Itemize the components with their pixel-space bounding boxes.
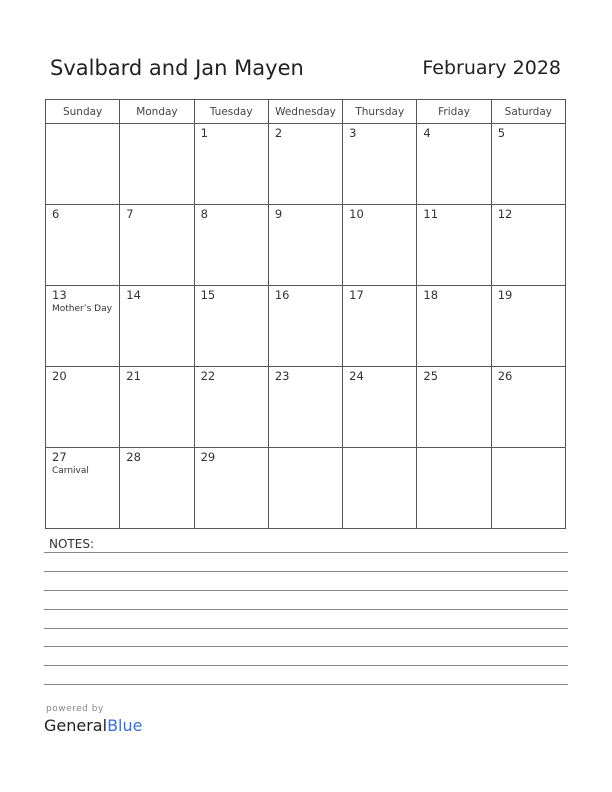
weekday-header: Monday	[120, 100, 194, 124]
day-number: 15	[200, 288, 216, 302]
day-cell	[343, 448, 417, 529]
day-number: 1	[200, 126, 208, 140]
day-cell	[343, 286, 417, 367]
day-number: 9	[274, 207, 283, 221]
day-cell	[194, 448, 268, 529]
day-cell	[268, 448, 342, 529]
day-cell	[491, 124, 565, 205]
brand-logo	[44, 716, 142, 735]
note-line	[44, 552, 568, 553]
weekday-header: Wednesday	[268, 100, 342, 124]
calendar-title: Svalbard and Jan Mayen	[50, 56, 304, 80]
day-cell	[491, 367, 565, 448]
day-cell	[268, 124, 342, 205]
calendar-grid	[45, 99, 566, 529]
day-cell	[120, 124, 194, 205]
day-cell	[120, 286, 194, 367]
notes-label: NOTES:	[49, 537, 94, 551]
day-cell	[417, 448, 491, 529]
brand-blue: Blue	[107, 716, 143, 735]
day-cell	[120, 448, 194, 529]
day-number: 6	[52, 207, 60, 221]
day-number: 27	[52, 450, 67, 464]
day-number: 13	[52, 288, 67, 302]
note-line	[44, 646, 568, 647]
day-cell	[46, 448, 120, 529]
day-cell	[194, 286, 268, 367]
weekday-header: Sunday	[46, 100, 120, 124]
day-cell	[120, 367, 194, 448]
weekday-header: Friday	[417, 100, 491, 124]
note-line	[44, 684, 568, 685]
day-cell	[194, 124, 268, 205]
day-number: 14	[126, 288, 141, 302]
month-label: February 2028	[422, 57, 561, 79]
day-number: 28	[126, 450, 141, 464]
weekday-header: Thursday	[343, 100, 417, 124]
brand-general: General	[44, 716, 108, 735]
day-cell	[268, 205, 342, 286]
powered-by-text: powered by	[46, 704, 104, 714]
day-number: 19	[497, 288, 513, 302]
day-number: 26	[497, 369, 513, 383]
day-number: 7	[126, 207, 134, 221]
weekday-header: Tuesday	[194, 100, 268, 124]
day-cell	[491, 448, 565, 529]
weekday-header: Saturday	[491, 100, 565, 124]
day-number: 2	[274, 126, 283, 140]
day-number: 29	[200, 450, 216, 464]
day-cell	[417, 367, 491, 448]
note-line	[44, 628, 568, 629]
day-cell	[417, 205, 491, 286]
day-cell	[194, 205, 268, 286]
day-number: 16	[274, 288, 290, 302]
day-number: 24	[349, 369, 364, 383]
day-cell	[46, 205, 120, 286]
week-row	[46, 367, 566, 448]
day-cell	[120, 205, 194, 286]
day-cell	[46, 124, 120, 205]
day-cell	[194, 367, 268, 448]
note-line	[44, 609, 568, 610]
day-number: 4	[423, 126, 431, 140]
day-cell	[343, 205, 417, 286]
day-cell	[268, 367, 342, 448]
week-row	[46, 205, 566, 286]
day-number: 8	[200, 207, 208, 221]
note-line	[44, 571, 568, 572]
day-number: 20	[52, 369, 67, 383]
day-number: 25	[423, 369, 439, 383]
day-number: 10	[349, 207, 364, 221]
weekday-header-row	[46, 100, 566, 124]
day-number: 23	[274, 369, 290, 383]
day-number: 11	[423, 207, 439, 221]
week-row	[46, 286, 566, 367]
week-row	[46, 124, 566, 205]
holiday-label: Carnival	[52, 466, 89, 476]
day-cell	[46, 286, 120, 367]
day-number: 22	[200, 369, 216, 383]
day-cell	[46, 367, 120, 448]
day-cell	[268, 286, 342, 367]
day-cell	[417, 124, 491, 205]
day-number: 18	[423, 288, 439, 302]
day-number: 17	[349, 288, 364, 302]
day-number: 5	[497, 126, 506, 140]
day-number: 21	[126, 369, 141, 383]
week-row	[46, 448, 566, 529]
day-cell	[417, 286, 491, 367]
note-line	[44, 665, 568, 666]
day-cell	[343, 367, 417, 448]
holiday-label: Mother’s Day	[52, 304, 112, 314]
day-cell	[343, 124, 417, 205]
day-number: 3	[349, 126, 357, 140]
note-line	[44, 590, 568, 591]
day-cell	[491, 286, 565, 367]
day-cell	[491, 205, 565, 286]
day-number: 12	[497, 207, 513, 221]
